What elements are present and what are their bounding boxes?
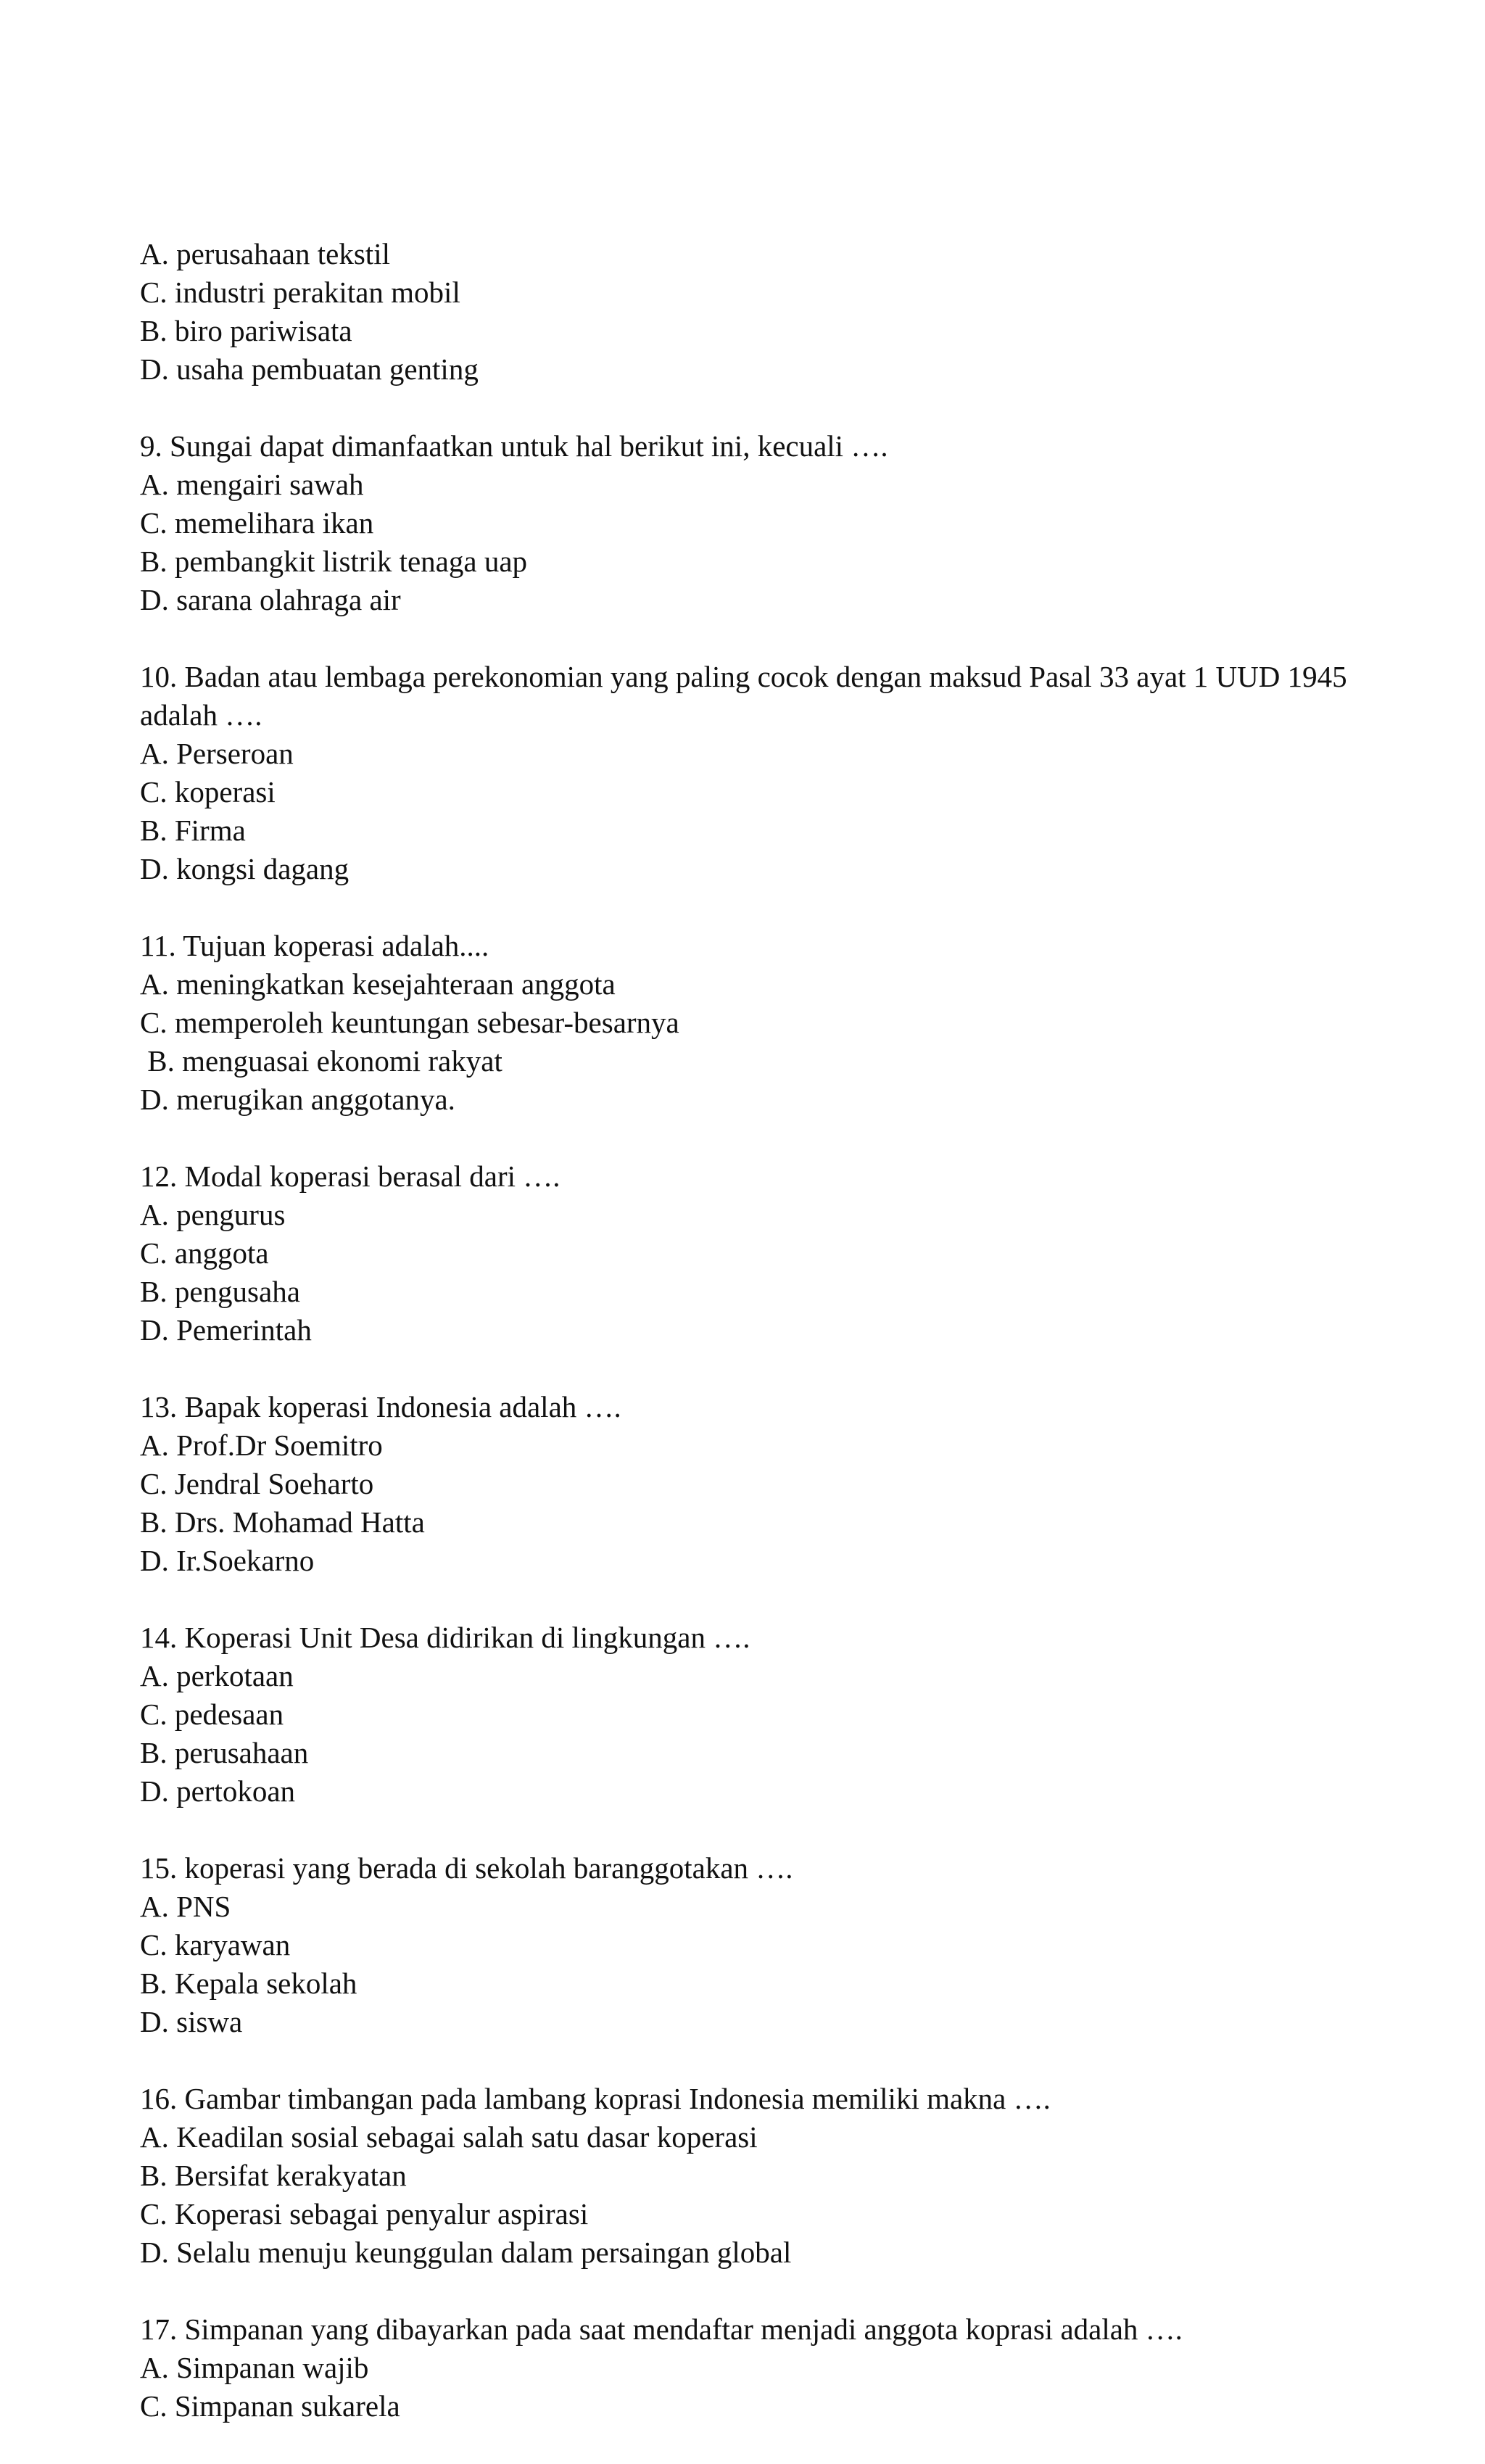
question-text: 14. Koperasi Unit Desa didirikan di lingkungan ….	[140, 1621, 750, 1654]
question-15	[140, 1849, 1358, 2041]
option-line: B. biro pariwisata	[140, 314, 352, 347]
option-line: A. pengurus	[140, 1198, 286, 1231]
question-9	[140, 427, 1358, 619]
question-14	[140, 1618, 1358, 1811]
option-line: C. anggota	[140, 1236, 269, 1270]
question-13	[140, 1388, 1358, 1580]
option-line: D. kongsi dagang	[140, 852, 349, 885]
question-11	[140, 927, 1358, 1119]
option-line: C. Koperasi sebagai penyalur aspirasi	[140, 2197, 589, 2231]
option-line: A. mengairi sawah	[140, 468, 364, 501]
option-line: C. memperoleh keuntungan sebesar-besarnya	[140, 1006, 679, 1039]
question-text: 15. koperasi yang berada di sekolah baranggotakan ….	[140, 1851, 793, 1885]
option-line: B. Drs. Mohamad Hatta	[140, 1505, 425, 1539]
question-text: 11. Tujuan koperasi adalah....	[140, 929, 489, 962]
question-text: 13. Bapak koperasi Indonesia adalah ….	[140, 1390, 621, 1423]
option-line: D. Selalu menuju keunggulan dalam persaingan global	[140, 2236, 792, 2269]
leading-options	[140, 235, 1358, 389]
option-line: B. Firma	[140, 814, 246, 847]
option-line: D. usaha pembuatan genting	[140, 352, 479, 386]
option-line: B. pengusaha	[140, 1275, 300, 1308]
question-text: 9. Sungai dapat dimanfaatkan untuk hal berikut ini, kecuali ….	[140, 429, 888, 463]
option-line: B. pembangkit listrik tenaga uap	[140, 545, 528, 578]
option-line: A. Perseroan	[140, 737, 294, 770]
option-line: B. perusahaan	[140, 1736, 309, 1769]
question-10	[140, 658, 1358, 888]
option-line: B. Bersifat kerakyatan	[140, 2159, 407, 2192]
question-12	[140, 1157, 1358, 1349]
option-line: C. Jendral Soeharto	[140, 1467, 374, 1500]
question-16	[140, 2080, 1358, 2272]
question-text: 10. Badan atau lembaga perekonomian yang paling cocok dengan maksud Pasal 33 ayat 1 UUD 1945 adalah ….	[140, 660, 1347, 732]
option-line: C. koperasi	[140, 775, 276, 809]
option-line: A. PNS	[140, 1890, 231, 1923]
option-line: A. meningkatkan kesejahteraan anggota	[140, 967, 616, 1001]
option-line: D. merugikan anggotanya.	[140, 1083, 455, 1116]
option-line: C. pedesaan	[140, 1698, 284, 1731]
option-line: D. sarana olahraga air	[140, 583, 401, 616]
option-line: A. perusahaan tekstil	[140, 237, 390, 270]
question-text: 17. Simpanan yang dibayarkan pada saat mendaftar menjadi anggota koprasi adalah ….	[140, 2312, 1183, 2346]
question-text: 12. Modal koperasi berasal dari ….	[140, 1159, 561, 1193]
option-line: A. Simpanan wajib	[140, 2351, 369, 2384]
option-line: D. siswa	[140, 2005, 243, 2038]
option-line: B. Kepala sekolah	[140, 1967, 357, 2000]
quiz-content	[140, 235, 1358, 2464]
option-line: A. perkotaan	[140, 1659, 294, 1692]
option-line: D. Pemerintah	[140, 1313, 312, 1347]
option-line: C. memelihara ikan	[140, 506, 374, 539]
option-line: A. Keadilan sosial sebagai salah satu dasar koperasi	[140, 2120, 758, 2154]
option-line: A. Prof.Dr Soemitro	[140, 1429, 383, 1462]
option-line: D. Ir.Soekarno	[140, 1544, 315, 1577]
question-text: 16. Gambar timbangan pada lambang koprasi Indonesia memiliki makna ….	[140, 2082, 1051, 2115]
question-17	[140, 2310, 1358, 2426]
option-line: C. Simpanan sukarela	[140, 2389, 400, 2423]
option-line: D. pertokoan	[140, 1774, 296, 1808]
option-line: C. karyawan	[140, 1928, 291, 1961]
option-line: C. industri perakitan mobil	[140, 276, 460, 309]
option-line: B. menguasai ekonomi rakyat	[140, 1044, 502, 1078]
